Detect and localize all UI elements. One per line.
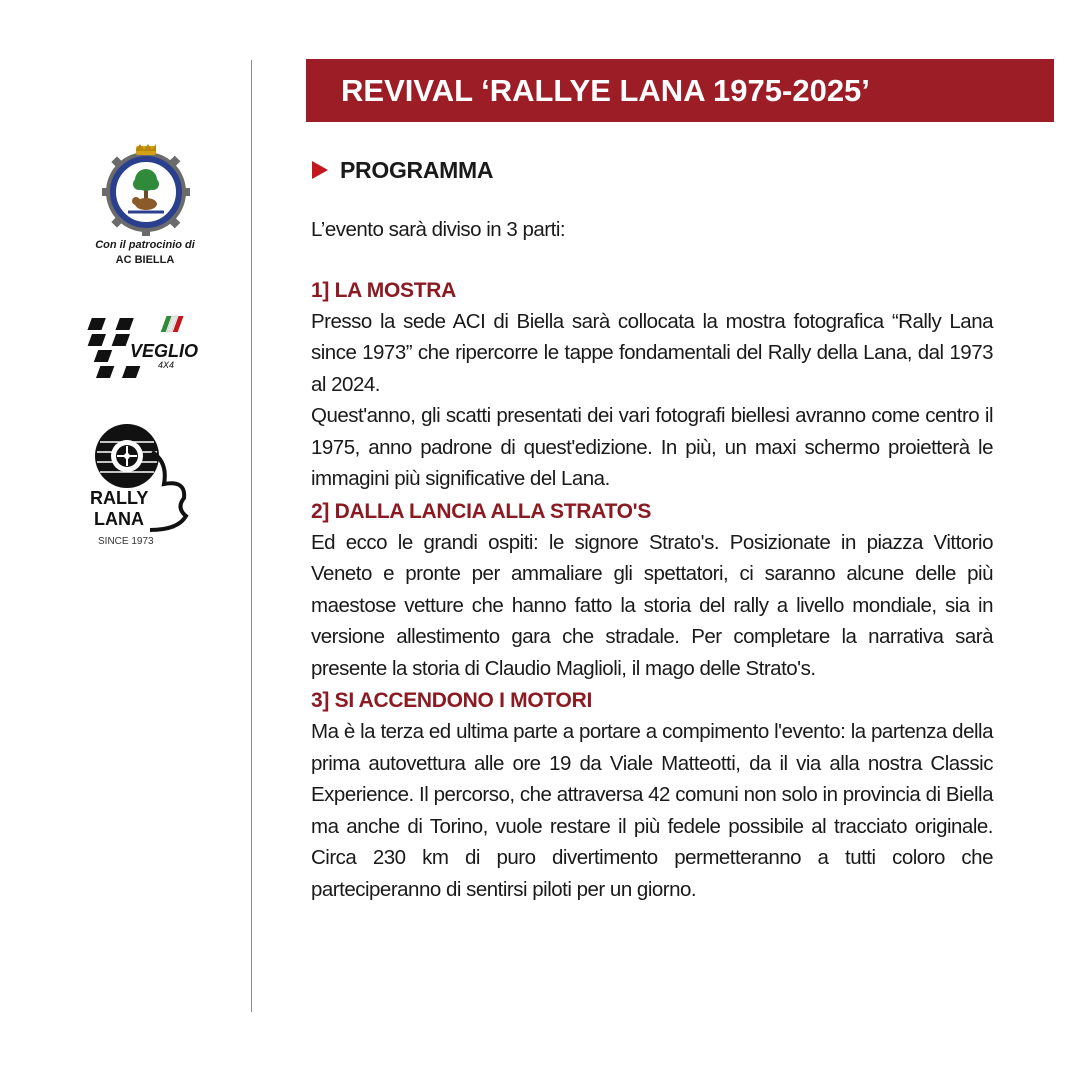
aci-biella-emblem-icon xyxy=(98,142,194,238)
veglio-brand-text: VEGLIO xyxy=(130,341,199,361)
part-3-title: 3] SI ACCENDONO I MOTORI xyxy=(311,689,592,712)
aci-caption xyxy=(60,238,230,268)
lana-text: LANA xyxy=(94,509,144,529)
play-arrow-icon xyxy=(312,161,328,179)
rally-text: RALLY xyxy=(90,488,149,508)
part-3 xyxy=(311,686,993,905)
section-label: PROGRAMMA xyxy=(340,156,494,183)
part-1-paragraph-2: Quest'anno, gli scatti presentati dei vari fotografi biellesi avranno come centro il 1975, anno padrone di quest'edizione. In più, un maxi schermo proietterà le immagini più significative del Lana. xyxy=(311,404,993,490)
part-2-title: 2] DALLA LANCIA ALLA STRATO'S xyxy=(311,499,652,523)
section-heading xyxy=(312,155,493,185)
part-1 xyxy=(311,276,993,495)
vertical-divider xyxy=(251,60,252,1012)
veglio-sub-text: 4X4 xyxy=(158,360,175,370)
aci-caption-line2: AC BIELLA xyxy=(115,254,175,266)
banner-title: REVIVAL ‘RALLYE LANA 1975-2025’ xyxy=(341,73,870,108)
part-1-paragraph-1: Presso la sede ACI di Biella sarà collocata la mostra fotografica “Rally Lana since 1973” che ripercorre le tappe fondamentali del Rally della Lana, dal 1973 al 2024. xyxy=(311,309,993,396)
program-content xyxy=(311,214,993,907)
veglio-4x4-logo-icon xyxy=(86,312,206,382)
part-3-paragraph-1: Ma è la terza ed ultima parte a portare a compimento l'evento: la partenza della prima autovettura alle ore 19 da Viale Matteotti, da il via alla nostra Classic Experience. Il percorso, che attraversa 42 comuni non solo in provincia di Biella ma anche di Torino, vuole restare il più fedele possibile al tracciato originale. Circa 230 km di puro divertimento permetteranno a tutti coloro che parteciperanno di sentirsi piloti per un giorno. xyxy=(311,720,993,901)
part-2 xyxy=(311,497,993,685)
rally-lana-logo-icon xyxy=(90,422,202,548)
intro-text: L’evento sarà diviso in 3 parti: xyxy=(311,218,566,241)
part-2-paragraph-1: Ed ecco le grandi ospiti: le signore Strato's. Posizionate in piazza Vittorio Veneto e pronte per ammaliare gli spettatori, ci saranno alcune delle più maestose vetture che hanno fatto la storia del rally a livello mondiale, sia in versione allestimento gara che stradale. Per completare la narrativa sarà presente la storia di Claudio Maglioli, il mago delle Strato's. xyxy=(311,530,993,680)
part-1-title: 1] LA MOSTRA xyxy=(311,278,456,302)
since-text: SINCE 1973 xyxy=(98,536,154,547)
aci-caption-line1: Con il patrocinio di xyxy=(95,239,195,251)
title-banner xyxy=(306,59,1054,122)
